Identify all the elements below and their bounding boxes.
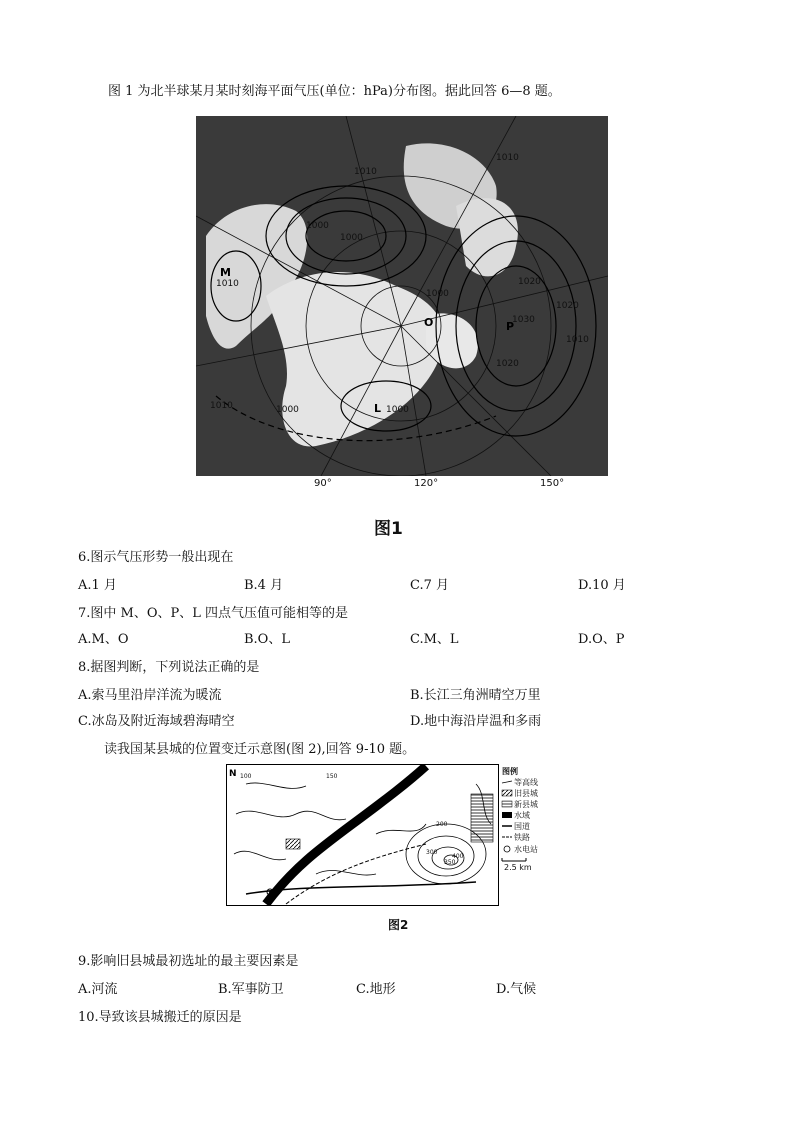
q9-option-b: B.军事防卫 — [218, 982, 284, 997]
q7-stem: 7.图中 M、O、P、L 四点气压值可能相等的是 — [78, 606, 349, 621]
map-frame — [227, 765, 499, 906]
q7-option-d: D.O、P — [578, 632, 625, 647]
intro-text-1: 图 1 为北半球某月某时刻海平面气压(单位：hPa)分布图。据此回答 6—8 题。 — [108, 84, 561, 99]
q8-option-d: D.地中海沿岸温和多雨 — [410, 714, 542, 729]
isobar-label: 1010 — [216, 279, 239, 289]
contour-label: 100 — [240, 773, 252, 780]
q10-stem: 10.导致该县城搬迁的原因是 — [78, 1010, 242, 1025]
isobar-label: 1010 — [496, 153, 519, 163]
isobar-label: 1030 — [512, 315, 535, 325]
q8-option-a: A.索马里沿岸洋流为暖流 — [78, 688, 222, 703]
q9-option-d: D.气候 — [496, 982, 537, 997]
q9-stem: 9.影响旧县城最初选址的最主要因素是 — [78, 954, 299, 969]
legend-national-road: 国道 — [514, 822, 530, 831]
q8-option-b: B.长江三角洲晴空万里 — [410, 688, 541, 703]
pressure-map-svg — [196, 116, 608, 476]
isobar-label: 1000 — [340, 233, 363, 243]
legend-railway: 铁路 — [514, 833, 530, 842]
contour-label: 350 — [444, 859, 456, 866]
contour-label: 200 — [436, 821, 448, 828]
longitude-120: 120° — [414, 478, 439, 489]
isobar-label: 1000 — [386, 405, 409, 415]
q6-stem: 6.图示气压形势一般出现在 — [78, 550, 234, 565]
legend-water: 水域 — [514, 811, 530, 820]
q8-stem: 8.据图判断，下列说法正确的是 — [78, 660, 260, 675]
q6-option-a: A.1 月 — [78, 578, 117, 593]
q7-option-c: C.M、L — [410, 632, 459, 647]
map-legend — [502, 766, 538, 872]
legend-new-county: 新县城 — [514, 800, 538, 809]
figure-2-caption: 图2 — [388, 918, 409, 932]
point-label-l: L — [374, 402, 382, 415]
county-map-svg — [226, 764, 538, 906]
q9-option-c: C.地形 — [356, 982, 396, 997]
q6-option-c: C.7 月 — [410, 578, 450, 593]
intro-text-2: 读我国某县城的位置变迁示意图(图 2),回答 9-10 题。 — [104, 742, 416, 757]
figure-1-caption: 图1 — [374, 519, 403, 539]
contour-label: 300 — [426, 849, 438, 856]
point-label-o: O — [424, 316, 434, 329]
point-label-p: P — [506, 320, 515, 333]
longitude-90: 90° — [314, 478, 332, 489]
isobar-label: 1020 — [496, 359, 519, 369]
q6-option-d: D.10 月 — [578, 578, 626, 593]
q6-option-b: B.4 月 — [244, 578, 284, 593]
point-label-m: M — [220, 266, 231, 279]
q7-option-b: B.O、L — [244, 632, 290, 647]
isobar-label: 1010 — [210, 401, 233, 411]
isobar-label: 1010 — [566, 335, 589, 345]
figure-2-county-map — [226, 764, 538, 906]
figure-1-pressure-map — [196, 116, 608, 476]
longitude-150: 150° — [540, 478, 565, 489]
isobar-label: 1000 — [426, 289, 449, 299]
north-arrow-label: N — [229, 769, 237, 779]
q7-option-a: A.M、O — [78, 632, 129, 647]
q9-option-a: A.河流 — [78, 982, 118, 997]
isobar-label: 1000 — [306, 221, 329, 231]
q8-option-c: C.冰岛及附近海域碧海晴空 — [78, 714, 235, 729]
legend-scale: 2.5 km — [504, 863, 532, 872]
legend-contour: 等高线 — [514, 778, 538, 787]
isobar-label: 1020 — [556, 301, 579, 311]
legend-hydropower: 水电站 — [514, 845, 538, 854]
contour-label: 150 — [326, 773, 338, 780]
legend-title: 图例 — [502, 767, 518, 776]
isobar-label: 1010 — [354, 167, 377, 177]
isobar-label: 1020 — [518, 277, 541, 287]
isobar-label: 1000 — [276, 405, 299, 415]
old-county-area — [286, 839, 300, 849]
legend-old-county: 旧县城 — [514, 789, 538, 798]
contour-label: 400 — [452, 853, 464, 860]
new-county-area — [471, 794, 493, 842]
